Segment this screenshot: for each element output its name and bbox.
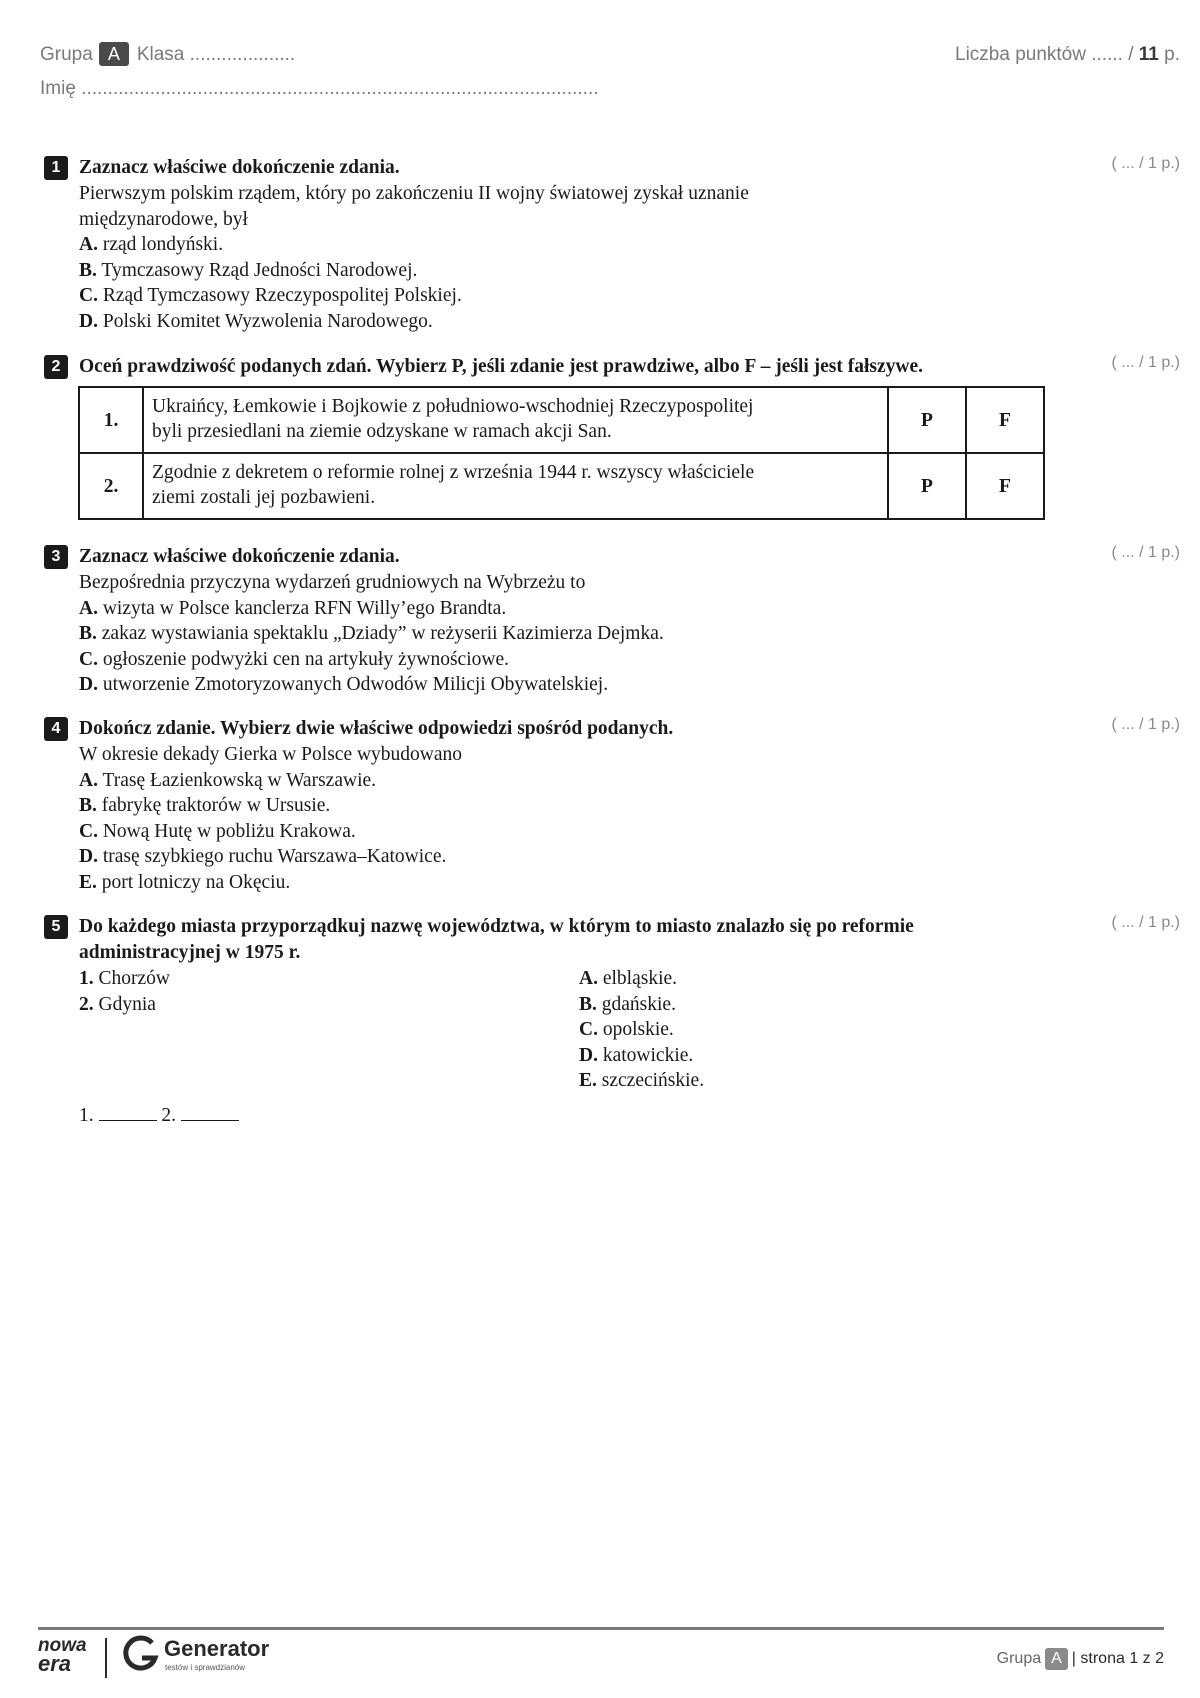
grupa-label: Grupa xyxy=(40,44,93,65)
task-3 xyxy=(44,544,1180,698)
footer-grupa-label: Grupa xyxy=(996,1650,1042,1667)
header-grupa xyxy=(40,42,295,66)
answer-option-d[interactable]: D. trasę szybkiego ruchu Warszawa–Katowice. xyxy=(79,846,447,867)
answer-option-c[interactable]: C. Rząd Tymczasowy Rzeczypospolitej Polskiej. xyxy=(79,285,462,306)
true-false-table xyxy=(78,386,1045,520)
generator-g-icon xyxy=(122,1634,160,1679)
provinces-list xyxy=(579,966,704,1094)
task-question: Dokończ zdanie. Wybierz dwie właściwe odpowiedzi spośród podanych. xyxy=(79,718,674,739)
task-question: Zaznacz właściwe dokończenie zdania. xyxy=(79,546,400,567)
task-2 xyxy=(44,354,1180,520)
task-number: 1 xyxy=(44,156,68,180)
answer-option-b[interactable]: B. fabrykę traktorów w Ursusie. xyxy=(79,795,331,816)
task-stem-line: W okresie dekady Gierka w Polsce wybudowano xyxy=(79,744,463,765)
generator-title: Generator xyxy=(164,1636,270,1661)
answer-option-b[interactable]: B. Tymczasowy Rząd Jedności Narodowej. xyxy=(79,259,418,281)
list-item: B. gdańskie. xyxy=(579,993,676,1015)
task-5 xyxy=(44,914,1180,1127)
grupa-badge: A xyxy=(99,42,129,66)
page-info xyxy=(997,1648,1164,1670)
answer-2-label: 2. xyxy=(161,1105,176,1126)
list-item: 2. Gdynia xyxy=(79,993,156,1015)
answer-option-d[interactable]: D. Polski Komitet Wyzwolenia Narodowego. xyxy=(79,310,433,332)
list-item: 1. Chorzów xyxy=(79,968,170,989)
list-item: C. opolskie. xyxy=(579,1019,674,1040)
answer-option-b[interactable]: B. zakaz wystawiania spektaklu „Dziady” w reżyserii Kazimierza Dejmka. xyxy=(79,623,664,644)
page-number: | strona 1 z 2 xyxy=(1071,1650,1164,1667)
row-number: 2. xyxy=(79,453,143,519)
false-option[interactable]: F xyxy=(966,387,1044,453)
footer-grupa-badge: A xyxy=(1045,1648,1068,1670)
logo-separator xyxy=(105,1638,107,1678)
answer-1-field[interactable] xyxy=(99,1102,157,1121)
list-item: D. katowickie. xyxy=(579,1044,694,1066)
points-total-value: 11 xyxy=(1138,44,1159,65)
answer-option-a[interactable]: A. Trasę Łazienkowską w Warszawie. xyxy=(79,769,377,791)
task-points: ( ... / 1 p.) xyxy=(1111,155,1180,172)
points-label: Liczba punktów ...... / xyxy=(955,44,1134,65)
true-option[interactable]: P xyxy=(888,387,966,453)
list-item: A. elbląskie. xyxy=(579,968,678,989)
answer-blanks xyxy=(79,1102,1180,1127)
task-points: ( ... / 1 p.) xyxy=(1111,716,1180,733)
answer-option-d[interactable]: D. utworzenie Zmotoryzowanych Odwodów Milicji Obywatelskiej. xyxy=(79,674,609,695)
imie-field: Imię .................................................................................................. xyxy=(40,78,599,99)
answer-1-label: 1. xyxy=(79,1105,94,1126)
points-unit: p. xyxy=(1164,44,1180,65)
footer-divider xyxy=(38,1627,1164,1630)
task-question: Do każdego miasta przyporządkuj nazwę województwa, w którym to miasto znalazło się po reformie administracyjnej w 1975 r. xyxy=(79,916,914,963)
task-question: Zaznacz właściwe dokończenie zdania. xyxy=(79,157,400,178)
answer-option-a[interactable]: A. wizyta w Polsce kanclerza RFN Willy’ego Brandta. xyxy=(79,597,507,619)
task-points: ( ... / 1 p.) xyxy=(1111,354,1180,371)
task-number: 2 xyxy=(44,355,68,379)
statement-text: Zgodnie z dekretem o reformie rolnej z września 1944 r. wszyscy właściciele ziemi zostali jej pozbawieni. xyxy=(143,453,888,519)
points-total xyxy=(955,44,1180,66)
task-question: Oceń prawdziwość podanych zdań. Wybierz P, jeśli zdanie jest prawdziwe, albo F – jeśli jest fałszywe. xyxy=(79,356,924,377)
task-stem-line: Bezpośrednia przyczyna wydarzeń grudniowych na Wybrzeżu to xyxy=(79,572,586,593)
list-item: E. szczecińskie. xyxy=(579,1070,705,1091)
answer-option-c[interactable]: C. Nową Hutę w pobliżu Krakowa. xyxy=(79,820,356,842)
task-number: 5 xyxy=(44,915,68,939)
task-stem-line: Pierwszym polskim rządem, który po zakończeniu II wojny światowej zyskał uznanie xyxy=(79,183,749,204)
statement-text: Ukraińcy, Łemkowie i Bojkowie z południowo-wschodniej Rzeczypospolitej byli przesiedlani na ziemie odzyskane w ramach akcji San. xyxy=(143,387,888,453)
cities-list xyxy=(79,966,170,1017)
answer-option-e[interactable]: E. port lotniczy na Okęciu. xyxy=(79,871,291,893)
true-option[interactable]: P xyxy=(888,453,966,519)
task-number: 4 xyxy=(44,717,68,741)
task-points: ( ... / 1 p.) xyxy=(1111,914,1180,931)
answer-2-field[interactable] xyxy=(181,1102,239,1121)
nowa-era-logo: nowa era xyxy=(38,1635,87,1676)
task-stem-line: międzynarodowe, był xyxy=(79,208,248,230)
false-option[interactable]: F xyxy=(966,453,1044,519)
generator-subtitle: testów i sprawdzianów xyxy=(165,1663,246,1672)
row-number: 1. xyxy=(79,387,143,453)
task-points: ( ... / 1 p.) xyxy=(1111,544,1180,561)
task-4 xyxy=(44,716,1180,895)
klasa-label: Klasa .................... xyxy=(136,44,296,65)
table-row xyxy=(79,387,1044,453)
task-number: 3 xyxy=(44,545,68,569)
table-row xyxy=(79,453,1044,519)
answer-option-a[interactable]: A. rząd londyński. xyxy=(79,234,224,255)
answer-option-c[interactable]: C. ogłoszenie podwyżki cen na artykuły żywnościowe. xyxy=(79,648,509,670)
task-1 xyxy=(44,155,1180,334)
